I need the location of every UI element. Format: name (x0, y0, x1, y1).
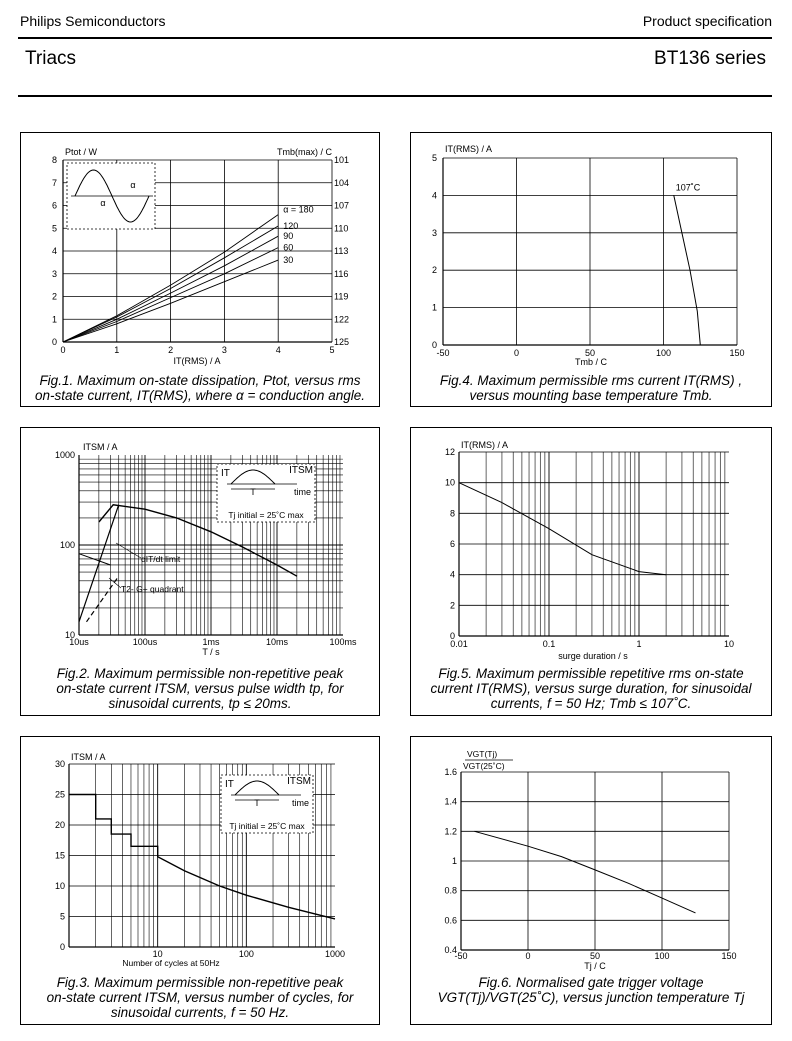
y-axis-label: ITSM / A (83, 442, 118, 452)
y2-tick-label: 104 (334, 177, 350, 188)
y-tick-label: 8 (51, 155, 57, 165)
y-tick-label: 5 (51, 223, 57, 234)
chart-fig1 (21, 133, 379, 373)
figure-panel-fig1 (20, 132, 380, 407)
y-tick-label: 1 (451, 856, 457, 866)
chart-fig2 (21, 428, 379, 666)
figure-panel-fig3 (20, 736, 380, 1025)
y2-tick-label: 119 (334, 291, 349, 302)
y-tick-label: 0.6 (444, 915, 457, 926)
series-line (79, 554, 111, 565)
y-axis-label: IT(RMS) / A (461, 440, 508, 450)
caption-fig4 (411, 373, 771, 403)
legend-t-label: T (250, 487, 256, 497)
caption-line: on-state current ITSM, versus number of cycles, for (46, 990, 354, 1005)
x-tick-label: 5 (329, 345, 335, 355)
x-tick-label: 10ms (265, 637, 289, 647)
y2-tick-label: 125 (334, 337, 350, 347)
x-tick-label: 1ms (202, 637, 220, 647)
y-tick-label: 30 (54, 759, 65, 769)
y-tick-label: 7 (51, 177, 57, 188)
y-tick-label: 1000 (54, 450, 75, 460)
header-rule-bottom (18, 95, 772, 97)
y-tick-label: 4 (449, 569, 455, 580)
legend-time-label: time (293, 487, 311, 497)
y-axis-label: IT(RMS) / A (445, 144, 492, 154)
x-tick-label: 2 (168, 345, 174, 355)
legend-it-label: IT (221, 468, 230, 479)
annotation-label: dIT/dt limit (141, 554, 181, 564)
x-tick-label: -50 (454, 951, 468, 961)
y-tick-label: 6 (51, 200, 57, 211)
caption-line: on-state current, IT(RMS), where α = conduction angle. (35, 388, 365, 403)
chart-fig6 (411, 737, 771, 975)
annotation-label: T2- G+ quadrant (121, 584, 184, 594)
caption-line: sinusoidal currents, f = 50 Hz. (110, 1005, 290, 1020)
x-tick-label: 1 (636, 639, 642, 649)
y-tick-label: 10 (444, 477, 455, 488)
x-tick-label: 0 (60, 345, 66, 355)
caption-line: versus mounting base temperature Tmb. (469, 388, 713, 403)
y-tick-label: 1.4 (444, 796, 457, 807)
y-axis-label-denominator: VGT(25˚C) (463, 761, 505, 771)
caption-fig1 (21, 373, 379, 403)
y-tick-label: 1 (51, 314, 57, 325)
y-tick-label: 10 (64, 630, 75, 640)
y-tick-label: 0 (51, 337, 57, 347)
annotation-label: 107˚C (675, 182, 701, 193)
legend-t-label: T (254, 798, 260, 808)
series-label: 60 (283, 242, 294, 253)
caption-line: Fig.1. Maximum on-state dissipation, Ptot, versus rms (39, 373, 361, 388)
y2-tick-label: 122 (334, 314, 350, 325)
inset-alpha-label: α (100, 198, 106, 208)
y-tick-label: 3 (431, 227, 437, 238)
x-axis-label: Number of cycles at 50Hz (122, 958, 220, 968)
y-tick-label: 5 (59, 911, 65, 922)
x-tick-label: 50 (584, 348, 596, 358)
inset-alpha-label: α (130, 180, 136, 190)
y2-tick-label: 116 (334, 268, 349, 279)
x-tick-label: 1000 (324, 949, 346, 959)
legend-it-label: IT (225, 779, 234, 790)
y-axis-label: ITSM / A (71, 752, 106, 762)
figure-panel-fig6 (410, 736, 772, 1025)
y2-tick-label: 113 (334, 246, 349, 256)
x-tick-label: 100ms (329, 637, 357, 647)
caption-fig2 (21, 666, 379, 711)
caption-line: Fig.4. Maximum permissible rms current IT(RMS) , (439, 373, 743, 388)
y-tick-label: 100 (59, 540, 75, 550)
y-tick-label: 0 (59, 942, 65, 952)
figure-panel-fig4 (410, 132, 772, 407)
x-tick-label: 100 (238, 949, 254, 959)
x-tick-label: 150 (721, 951, 737, 961)
y-axis-label: Ptot / W (65, 147, 98, 157)
y-tick-label: 5 (431, 153, 437, 163)
figure-panel-fig5 (410, 427, 772, 716)
x-tick-label: 0.01 (450, 639, 468, 649)
y-tick-label: 0.4 (444, 945, 457, 955)
x-tick-label: 0.1 (542, 639, 556, 649)
caption-line: Fig.2. Maximum permissible non-repetitive peak (56, 666, 344, 681)
y-tick-label: 25 (54, 789, 65, 800)
caption-line: sinusoidal currents, tp ≤ 20ms. (108, 696, 292, 711)
y2-tick-label: 107 (334, 200, 350, 211)
caption-line: Fig.6. Normalised gate trigger voltage (478, 975, 704, 990)
x-tick-label: 150 (729, 348, 745, 358)
chart-fig4 (411, 133, 771, 373)
series-label: 30 (283, 255, 294, 266)
y-tick-label: 12 (444, 447, 455, 457)
caption-fig3 (21, 975, 379, 1020)
caption-line: currents, f = 50 Hz; Tmb ≤ 107˚C. (490, 696, 692, 711)
chart-fig5 (411, 428, 771, 666)
chart-fig3 (21, 737, 379, 975)
y-tick-label: 10 (54, 881, 65, 891)
y-tick-label: 2 (431, 265, 437, 276)
y-axis-label-numerator: VGT(Tj) (467, 749, 498, 759)
x-axis-label: Tmb / C (574, 357, 608, 367)
y-tick-label: 20 (54, 820, 65, 830)
y2-axis-label: Tmb(max) / C (277, 147, 332, 157)
x-axis-label: T / s (202, 647, 220, 657)
x-tick-label: -50 (436, 348, 450, 358)
x-tick-label: 100 (654, 951, 670, 961)
y-tick-label: 4 (431, 190, 437, 201)
caption-line: on-state current ITSM, versus pulse width tp, for (56, 681, 344, 696)
y-tick-label: 1.6 (444, 767, 457, 777)
y-tick-label: 4 (51, 246, 57, 256)
y-tick-label: 1 (431, 302, 437, 313)
x-tick-label: 0 (525, 951, 531, 961)
legend-time-label: time (291, 798, 309, 808)
y-tick-label: 6 (449, 539, 455, 549)
caption-fig5 (411, 666, 771, 711)
caption-fig6 (411, 975, 771, 1005)
x-tick-label: 100 (655, 348, 672, 358)
x-tick-label: 100us (132, 637, 158, 647)
header-rule-top (18, 37, 772, 39)
x-axis-label: surge duration / s (558, 651, 628, 661)
legend-itsm-label: ITSM (289, 465, 313, 476)
x-tick-label: 10us (69, 637, 89, 647)
y-tick-label: 0 (449, 631, 455, 641)
y-tick-label: 2 (449, 600, 455, 611)
series-line (87, 576, 119, 622)
document-type: Product specification (642, 13, 772, 29)
caption-line: Fig.3. Maximum permissible non-repetitive peak (56, 975, 344, 990)
x-tick-label: 50 (589, 951, 601, 961)
legend-itsm-label: ITSM (287, 776, 311, 787)
series-label: 90 (283, 231, 294, 242)
y-tick-label: 3 (51, 268, 57, 279)
part-number: BT136 series (654, 48, 766, 69)
x-tick-label: 0 (513, 348, 520, 358)
y2-tick-label: 110 (334, 223, 349, 234)
y-tick-label: 1.2 (444, 826, 457, 837)
figure-panel-fig2 (20, 427, 380, 716)
caption-line: current IT(RMS), versus surge duration, for sinusoidal (430, 681, 752, 696)
x-tick-label: 10 (723, 639, 735, 649)
legend-tj-label: Tj initial = 25˚C max (228, 510, 304, 520)
y-tick-label: 0 (431, 340, 437, 350)
product-family: Triacs (25, 48, 77, 69)
x-axis-label: Tj / C (584, 961, 606, 971)
x-tick-label: 1 (114, 345, 120, 355)
y-tick-label: 15 (54, 850, 65, 861)
company-name: Philips Semiconductors (20, 13, 166, 29)
x-tick-label: 4 (275, 345, 281, 355)
y-tick-label: 2 (51, 291, 57, 302)
x-tick-label: 3 (221, 345, 227, 355)
caption-line: VGT(Tj)/VGT(25˚C), versus junction temperature Tj (437, 990, 745, 1005)
y2-tick-label: 101 (334, 155, 350, 165)
legend-tj-label: Tj initial = 25˚C max (229, 821, 305, 831)
caption-line: Fig.5. Maximum permissible repetitive rms on-state (438, 666, 744, 681)
series-label: α = 180 (283, 204, 314, 215)
y-tick-label: 8 (449, 508, 455, 519)
x-tick-label: 10 (152, 949, 163, 959)
y-tick-label: 0.8 (444, 885, 457, 896)
series-label: 120 (283, 220, 299, 231)
x-axis-label: IT(RMS) / A (173, 356, 221, 366)
